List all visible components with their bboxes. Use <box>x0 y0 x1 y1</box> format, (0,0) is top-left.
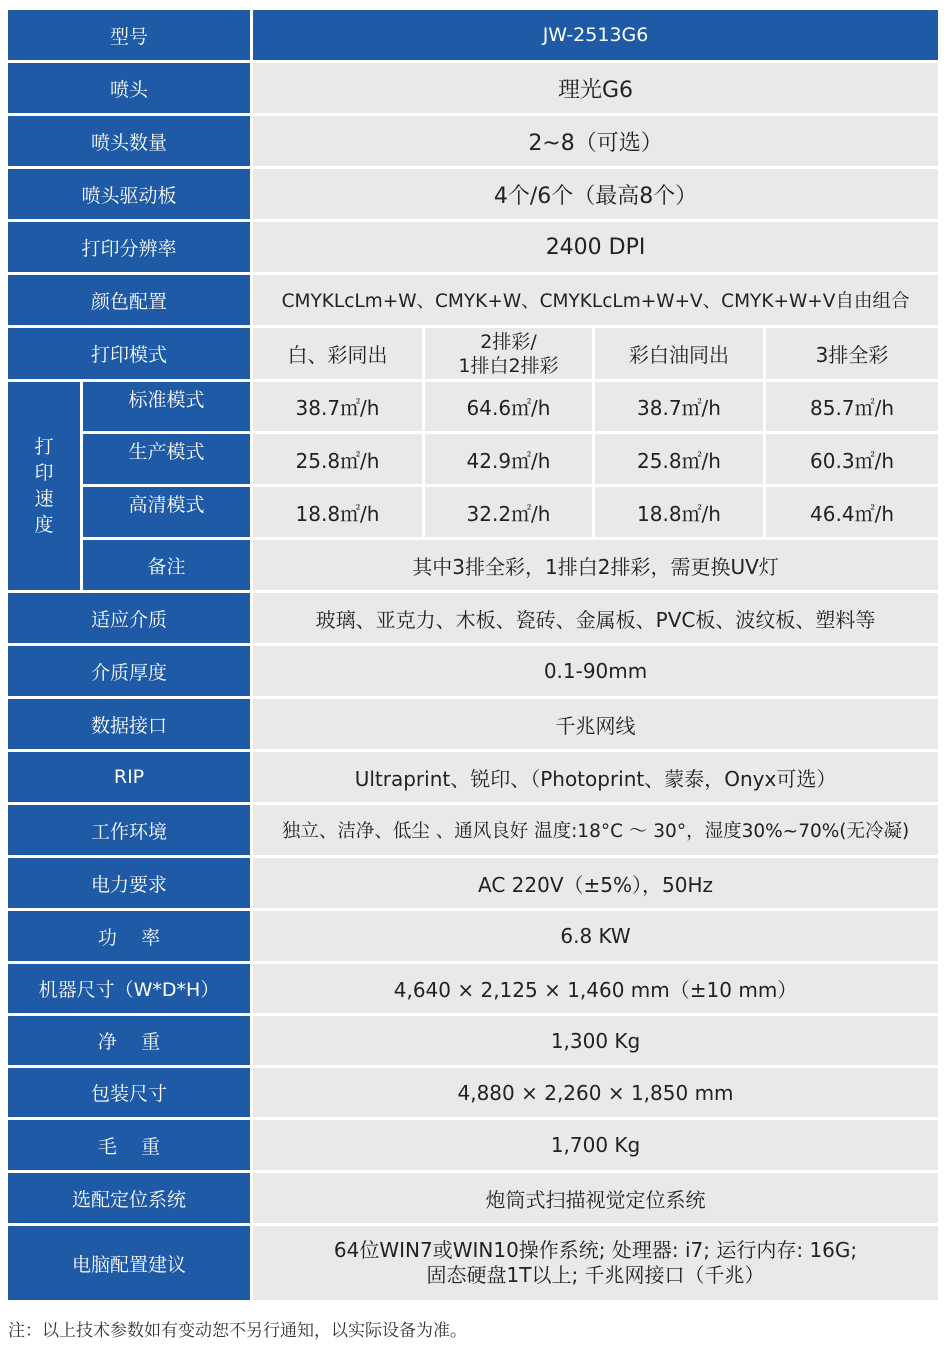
spec-row <box>8 63 938 116</box>
pc-config-value <box>253 1226 938 1303</box>
print-speed-char: 印 <box>34 462 54 484</box>
print-mode-row <box>8 328 938 382</box>
print-mode-option-line: 1排白2排彩 <box>458 354 559 377</box>
print-mode-label: 打印模式 <box>8 328 253 382</box>
speed-mode-name: 标准模式 <box>83 382 253 434</box>
speed-note-row <box>8 540 938 593</box>
model-label: 型号 <box>8 10 253 63</box>
speed-mode-name: 高清模式 <box>83 487 253 540</box>
spec-label: 喷头数量 <box>8 116 253 169</box>
speed-value: 32.2㎡/h <box>425 487 595 540</box>
spec-value: 4,880 × 2,260 × 1,850 mm <box>253 1068 938 1120</box>
spec-value: 2~8（可选） <box>253 116 938 169</box>
print-mode-option: 白、彩同出 <box>253 328 425 382</box>
speed-row <box>8 382 938 434</box>
spec-value: Ultraprint、锐印、（Photoprint、蒙泰，Onyx可选） <box>253 752 938 805</box>
spec-label: 数据接口 <box>8 699 253 752</box>
spec-value: 千兆网线 <box>253 699 938 752</box>
note-value: 其中3排全彩，1排白2排彩，需更换UV灯 <box>253 540 938 593</box>
spec-label: 工作环境 <box>8 805 253 858</box>
pc-config-row <box>8 1226 938 1303</box>
spec-row <box>8 116 938 169</box>
spec-value: 0.1-90mm <box>253 646 938 699</box>
spec-label: 介质厚度 <box>8 646 253 699</box>
speed-value: 25.8㎡/h <box>253 434 425 487</box>
spec-table <box>8 10 938 1303</box>
print-mode-option-line: 2排彩/ <box>480 330 537 353</box>
spec-label: 适应介质 <box>8 593 253 646</box>
speed-value: 18.8㎡/h <box>595 487 766 540</box>
speed-value: 25.8㎡/h <box>595 434 766 487</box>
print-mode-option: 彩白油同出 <box>595 328 766 382</box>
speed-row <box>8 434 938 487</box>
pc-config-label: 电脑配置建议 <box>8 1226 253 1303</box>
spec-value: CMYKLcLm+W、CMYK+W、CMYKLcLm+W+V、CMYK+W+V自由组合 <box>253 275 938 328</box>
spec-row <box>8 646 938 699</box>
spec-value: 独立、洁净、低尘 、通风良好 温度:18°C ～ 30°，湿度30%~70%(无冷凝) <box>253 805 938 858</box>
spec-value: 炮筒式扫描视觉定位系统 <box>253 1173 938 1226</box>
spec-row <box>8 1016 938 1068</box>
speed-value: 42.9㎡/h <box>425 434 595 487</box>
spec-row <box>8 752 938 805</box>
speed-value: 38.7㎡/h <box>253 382 425 434</box>
footnote: 注：以上技术参数如有变动恕不另行通知，以实际设备为准。 <box>8 1321 467 1341</box>
speed-value: 64.6㎡/h <box>425 382 595 434</box>
spec-label: 喷头 <box>8 63 253 116</box>
spec-row <box>8 1068 938 1120</box>
pc-config-line: 固态硬盘1T以上; 千兆网接口（千兆） <box>426 1263 765 1287</box>
pc-config-line: 64位WIN7或WIN10操作系统; 处理器: i7; 运行内存: 16G; <box>333 1238 858 1262</box>
spec-value: 6.8 KW <box>253 911 938 964</box>
print-speed-label <box>8 382 83 593</box>
spec-label: 电力要求 <box>8 858 253 911</box>
spec-row <box>8 911 938 964</box>
spec-row <box>8 858 938 911</box>
speed-value: 85.7㎡/h <box>766 382 938 434</box>
print-mode-option <box>425 328 595 382</box>
spec-label: 净 重 <box>8 1016 253 1068</box>
spec-label: 功 率 <box>8 911 253 964</box>
speed-mode-name: 生产模式 <box>83 434 253 487</box>
note-label: 备注 <box>83 540 253 593</box>
model-value: JW-2513G6 <box>253 10 938 63</box>
speed-row <box>8 487 938 540</box>
spec-row <box>8 593 938 646</box>
spec-value: AC 220V（±5%），50Hz <box>253 858 938 911</box>
speed-value: 38.7㎡/h <box>595 382 766 434</box>
spec-row <box>8 805 938 858</box>
spec-value: 1,700 Kg <box>253 1120 938 1173</box>
spec-label: RIP <box>8 752 253 805</box>
spec-row <box>8 275 938 328</box>
spec-value: 4,640 × 2,125 × 1,460 mm（±10 mm） <box>253 964 938 1016</box>
spec-value: 4个/6个（最高8个） <box>253 169 938 222</box>
spec-label: 包装尺寸 <box>8 1068 253 1120</box>
print-speed-char: 打 <box>34 436 54 458</box>
speed-value: 18.8㎡/h <box>253 487 425 540</box>
spec-label: 打印分辨率 <box>8 222 253 275</box>
spec-label: 毛 重 <box>8 1120 253 1173</box>
speed-value: 60.3㎡/h <box>766 434 938 487</box>
spec-label: 机器尺寸（W*D*H） <box>8 964 253 1016</box>
spec-row <box>8 964 938 1016</box>
spec-row <box>8 699 938 752</box>
spec-row <box>8 222 938 275</box>
spec-value: 理光G6 <box>253 63 938 116</box>
spec-value: 玻璃、亚克力、木板、瓷砖、金属板、PVC板、波纹板、塑料等 <box>253 593 938 646</box>
spec-value: 2400 DPI <box>253 222 938 275</box>
speed-value: 46.4㎡/h <box>766 487 938 540</box>
spec-row <box>8 1173 938 1226</box>
spec-value: 1,300 Kg <box>253 1016 938 1068</box>
print-mode-option: 3排全彩 <box>766 328 938 382</box>
spec-row-model <box>8 10 938 63</box>
spec-label: 喷头驱动板 <box>8 169 253 222</box>
spec-row <box>8 1120 938 1173</box>
print-speed-char: 度 <box>34 514 54 536</box>
print-speed-char: 速 <box>34 488 54 510</box>
spec-label: 选配定位系统 <box>8 1173 253 1226</box>
spec-row <box>8 169 938 222</box>
spec-label: 颜色配置 <box>8 275 253 328</box>
